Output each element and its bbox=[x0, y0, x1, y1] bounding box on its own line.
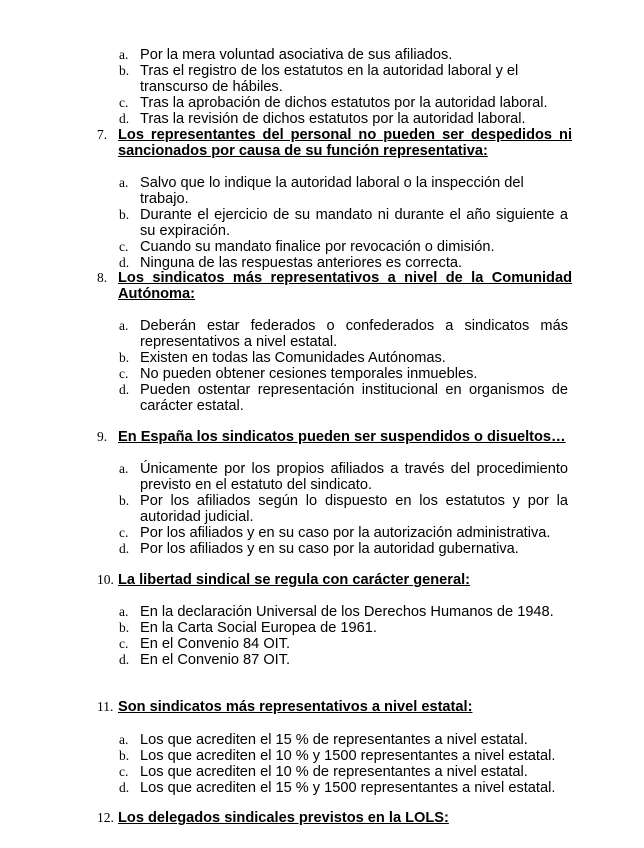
option-text: En el Convenio 84 OIT. bbox=[140, 636, 291, 652]
question-heading bbox=[0, 699, 572, 715]
option-letter: a. bbox=[119, 47, 129, 62]
question-text: Son sindicatos más representativos a nivel estatal: bbox=[118, 699, 473, 715]
option-item bbox=[0, 350, 568, 366]
option-item bbox=[0, 636, 568, 652]
option-item bbox=[0, 780, 568, 796]
option-item bbox=[0, 652, 568, 668]
option-item bbox=[0, 318, 568, 350]
option-text: Cuando su mandato finalice por revocación o dimisión. bbox=[140, 239, 495, 255]
question-heading bbox=[0, 429, 572, 445]
option-text: En la Carta Social Europea de 1961. bbox=[140, 620, 377, 636]
option-text: Deberán estar federados o confederados a sindicatos más representativos a nivel estatal. bbox=[140, 318, 568, 350]
option-text: Los que acrediten el 15 % de representantes a nivel estatal. bbox=[140, 732, 528, 748]
option-item bbox=[0, 63, 568, 95]
option-text: Los que acrediten el 10 % y 1500 representantes a nivel estatal. bbox=[140, 748, 556, 764]
option-item bbox=[0, 541, 568, 557]
option-item bbox=[0, 461, 568, 493]
option-item bbox=[0, 47, 568, 63]
option-letter: d. bbox=[119, 541, 130, 556]
question-text: En España los sindicatos pueden ser suspendidos o disueltos… bbox=[118, 429, 566, 445]
intro-options bbox=[0, 47, 644, 127]
question-number: 7. bbox=[97, 127, 108, 142]
option-item bbox=[0, 239, 568, 255]
option-letter: d. bbox=[119, 111, 130, 126]
option-text: Los que acrediten el 10 % de representantes a nivel estatal. bbox=[140, 764, 528, 780]
option-item bbox=[0, 493, 568, 525]
option-item bbox=[0, 111, 568, 127]
question-10 bbox=[0, 572, 644, 588]
question-number: 8. bbox=[97, 270, 108, 285]
option-letter: c. bbox=[119, 764, 129, 779]
option-letter: a. bbox=[119, 604, 129, 619]
option-item bbox=[0, 732, 568, 748]
option-text: Durante el ejercicio de su mandato ni durante el año siguiente a su expiración. bbox=[140, 207, 568, 239]
question-text: La libertad sindical se regula con carácter general: bbox=[118, 572, 471, 588]
question-10-options bbox=[0, 604, 644, 668]
option-item bbox=[0, 255, 568, 271]
option-text: En el Convenio 87 OIT. bbox=[140, 652, 291, 668]
option-letter: b. bbox=[119, 207, 130, 222]
option-text: En la declaración Universal de los Derechos Humanos de 1948. bbox=[140, 604, 554, 620]
option-item bbox=[0, 382, 568, 414]
option-text: No pueden obtener cesiones temporales inmuebles. bbox=[140, 366, 478, 382]
option-letter: b. bbox=[119, 350, 130, 365]
option-letter: a. bbox=[119, 461, 129, 476]
option-item bbox=[0, 620, 568, 636]
option-letter: a. bbox=[119, 318, 129, 333]
option-letter: c. bbox=[119, 239, 129, 254]
option-letter: a. bbox=[119, 175, 129, 190]
option-item bbox=[0, 175, 568, 207]
option-text: Únicamente por los propios afiliados a través del procedimiento previsto en el estatuto del sindicato. bbox=[140, 461, 568, 493]
question-text: Los delegados sindicales previstos en la LOLS: bbox=[118, 810, 449, 826]
option-letter: c. bbox=[119, 366, 129, 381]
question-11-options bbox=[0, 732, 644, 796]
option-item bbox=[0, 748, 568, 764]
option-letter: d. bbox=[119, 652, 130, 667]
option-item bbox=[0, 366, 568, 382]
question-heading bbox=[0, 572, 572, 588]
option-text: Tras la revisión de dichos estatutos por la autoridad laboral. bbox=[140, 111, 526, 127]
question-number: 11. bbox=[97, 699, 114, 714]
question-number: 10. bbox=[97, 572, 114, 587]
option-letter: b. bbox=[119, 63, 130, 78]
question-heading bbox=[0, 127, 572, 159]
option-letter: c. bbox=[119, 636, 129, 651]
question-number: 12. bbox=[97, 810, 114, 825]
question-11 bbox=[0, 699, 644, 715]
question-9-options bbox=[0, 461, 644, 557]
question-heading bbox=[0, 810, 572, 826]
option-text: Los que acrediten el 15 % y 1500 representantes a nivel estatal. bbox=[140, 780, 556, 796]
option-letter: d. bbox=[119, 780, 130, 795]
option-text: Tras la aprobación de dichos estatutos por la autoridad laboral. bbox=[140, 95, 548, 111]
option-text: Existen en todas las Comunidades Autónomas. bbox=[140, 350, 446, 366]
option-letter: a. bbox=[119, 732, 129, 747]
option-text: Por los afiliados según lo dispuesto en los estatutos y por la autoridad judicial. bbox=[140, 493, 568, 525]
option-letter: b. bbox=[119, 493, 130, 508]
option-item bbox=[0, 95, 568, 111]
option-text: Pueden ostentar representación institucional en organismos de carácter estatal. bbox=[140, 382, 568, 414]
question-7 bbox=[0, 127, 644, 159]
option-text: Tras el registro de los estatutos en la autoridad laboral y el transcurso de hábiles. bbox=[140, 63, 519, 95]
option-item bbox=[0, 764, 568, 780]
option-text: Por los afiliados y en su caso por la autoridad gubernativa. bbox=[140, 541, 519, 557]
question-text: Los representantes del personal no pueden ser despedidos ni sancionados por causa de su función representativa: bbox=[118, 127, 572, 159]
option-letter: b. bbox=[119, 748, 130, 763]
question-12 bbox=[0, 810, 644, 826]
option-item bbox=[0, 207, 568, 239]
question-7-options bbox=[0, 175, 644, 271]
option-letter: b. bbox=[119, 620, 130, 635]
option-letter: d. bbox=[119, 255, 130, 270]
question-heading bbox=[0, 270, 572, 302]
option-letter: c. bbox=[119, 525, 129, 540]
question-text: Los sindicatos más representativos a nivel de la Comunidad Autónoma: bbox=[118, 270, 572, 302]
option-text: Ninguna de las respuestas anteriores es correcta. bbox=[140, 255, 463, 271]
option-text: Por la mera voluntad asociativa de sus afiliados. bbox=[140, 47, 453, 63]
question-8 bbox=[0, 270, 644, 302]
option-text: Por los afiliados y en su caso por la autorización administrativa. bbox=[140, 525, 551, 541]
question-number: 9. bbox=[97, 429, 108, 444]
question-9 bbox=[0, 429, 644, 445]
option-letter: c. bbox=[119, 95, 129, 110]
option-item bbox=[0, 604, 568, 620]
question-8-options bbox=[0, 318, 644, 414]
option-text: Salvo que lo indique la autoridad laboral o la inspección del trabajo. bbox=[140, 175, 524, 207]
option-item bbox=[0, 525, 568, 541]
option-letter: d. bbox=[119, 382, 130, 397]
